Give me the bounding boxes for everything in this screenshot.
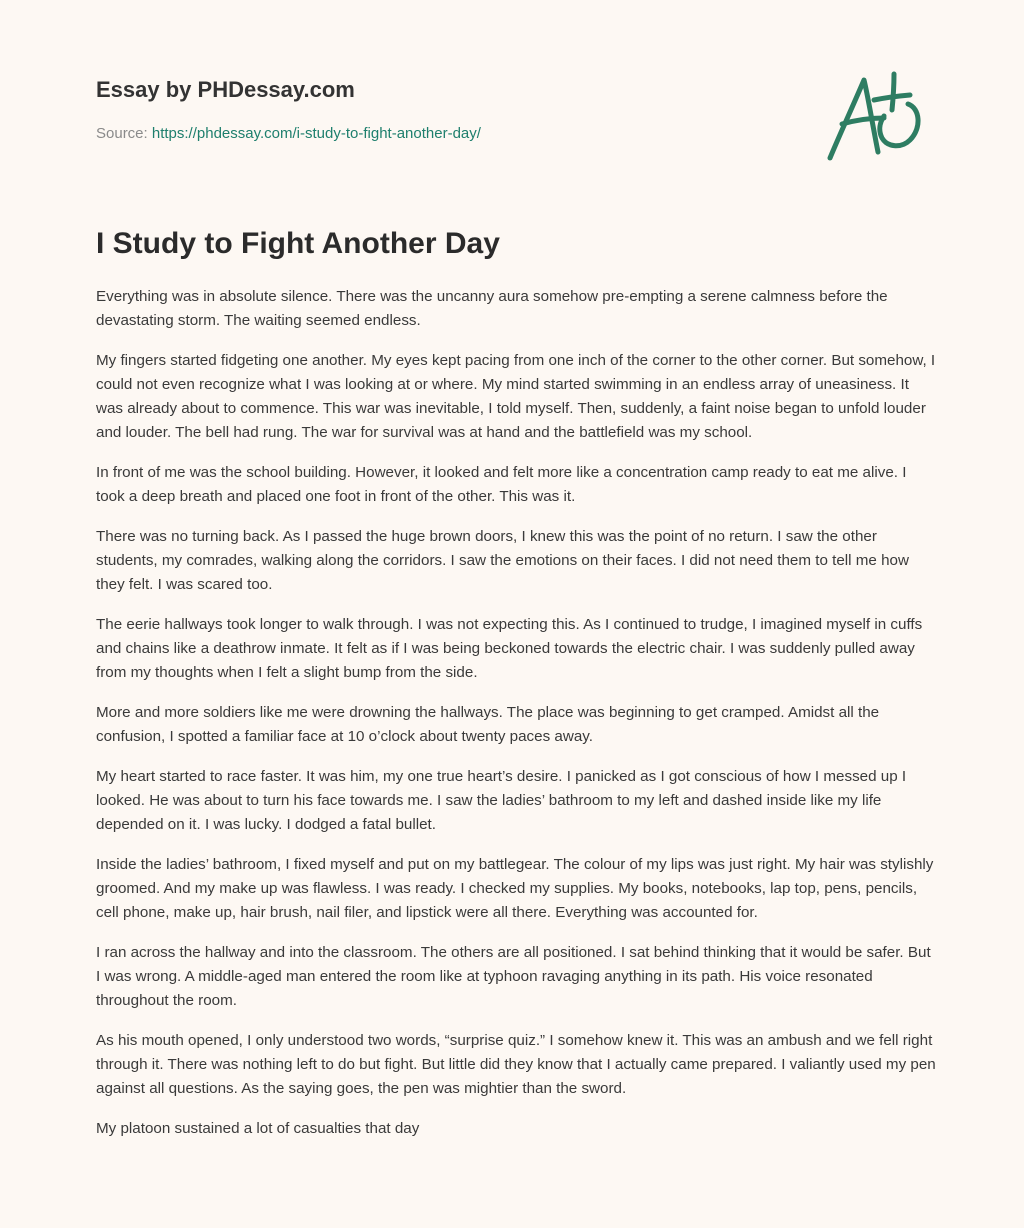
source-label: Source: bbox=[96, 125, 148, 142]
essay-paragraph: My heart started to race faster. It was him, my one true heart’s desire. I panicked as I got conscious of how I messed up I looked. He was about to turn his face towards me. I saw the ladies’ bathroom to my left and dashed inside like my life depended on it. I was lucky. I dodged a fatal bullet. bbox=[96, 768, 907, 833]
essay-paragraph: There was no turning back. As I passed the huge brown doors, I knew this was the point of no return. I saw the other students, my comrades, walking along the corridors. I saw the emotions on their faces. I did not need them to tell me how they felt. I was scared too. bbox=[96, 528, 909, 593]
essay-paragraph: I ran across the hallway and into the classroom. The others are all positioned. I sat behind thinking that it would be safer. But I was wrong. A middle-aged man entered the room like at typhoon ravaging anything in its path. His voice resonated throughout the room. bbox=[96, 944, 931, 1009]
essay-paragraph: The eerie hallways took longer to walk through. I was not expecting this. As I continued to trudge, I imagined myself in cuffs and chains like a deathrow inmate. It felt as if I was being beckoned towards the electric chair. I was suddenly pulled away from my thoughts when I felt a slight bump from the side. bbox=[96, 616, 923, 681]
essay-paragraph: In front of me was the school building. However, it looked and felt more like a concentration camp ready to eat me alive. I took a deep breath and placed one foot in front of the other. This was it. bbox=[96, 464, 907, 505]
essay-paragraph: More and more soldiers like me were drowning the hallways. The place was beginning to get cramped. Amidst all the confusion, I spotted a familiar face at 10 o’clock about twenty paces away. bbox=[96, 704, 880, 745]
source-link[interactable]: https://phdessay.com/i-study-to-fight-another-day/ bbox=[151, 125, 481, 142]
a-plus-grade-icon bbox=[822, 66, 930, 166]
essay-paragraph: My fingers started fidgeting one another. My eyes kept pacing from one inch of the corner to the other corner. But somehow, I could not even recognize what I was looking at or where. My mind started swimming in an endless array of uneasiness. It was already about to commence. This war was inevitable, I told myself. Then, suddenly, a faint noise began to unfold louder and louder. The bell had rung. The war for survival was at hand and the battlefield was my school. bbox=[96, 352, 936, 441]
essay-paragraph: Inside the ladies’ bathroom, I fixed myself and put on my battlegear. The colour of my lips was just right. My hair was stylishly groomed. And my make up was flawless. I was ready. I checked my supplies. My books, notebooks, lap top, pens, pencils, cell phone, make up, hair brush, nail filer, and lipstick were all there. Everything was accounted for. bbox=[96, 856, 934, 921]
site-title: Essay by PHDessay.com bbox=[96, 77, 355, 102]
essay-body bbox=[96, 285, 936, 1157]
essay-paragraph: Everything was in absolute silence. There was the uncanny aura somehow pre-empting a serene calmness before the devastating storm. The waiting seemed endless. bbox=[96, 288, 888, 329]
essay-title: I Study to Fight Another Day bbox=[96, 227, 500, 260]
essay-paragraph: My platoon sustained a lot of casualties that day bbox=[96, 1120, 420, 1137]
essay-paragraph: As his mouth opened, I only understood two words, “surprise quiz.” I somehow knew it. This was an ambush and we fell right through it. There was nothing left to do but fight. But little did they know that I actually came prepared. I valiantly used my pen against all questions. As the saying goes, the pen was mightier than the sword. bbox=[96, 1032, 936, 1097]
page-header bbox=[96, 74, 928, 144]
source-line bbox=[96, 124, 928, 144]
